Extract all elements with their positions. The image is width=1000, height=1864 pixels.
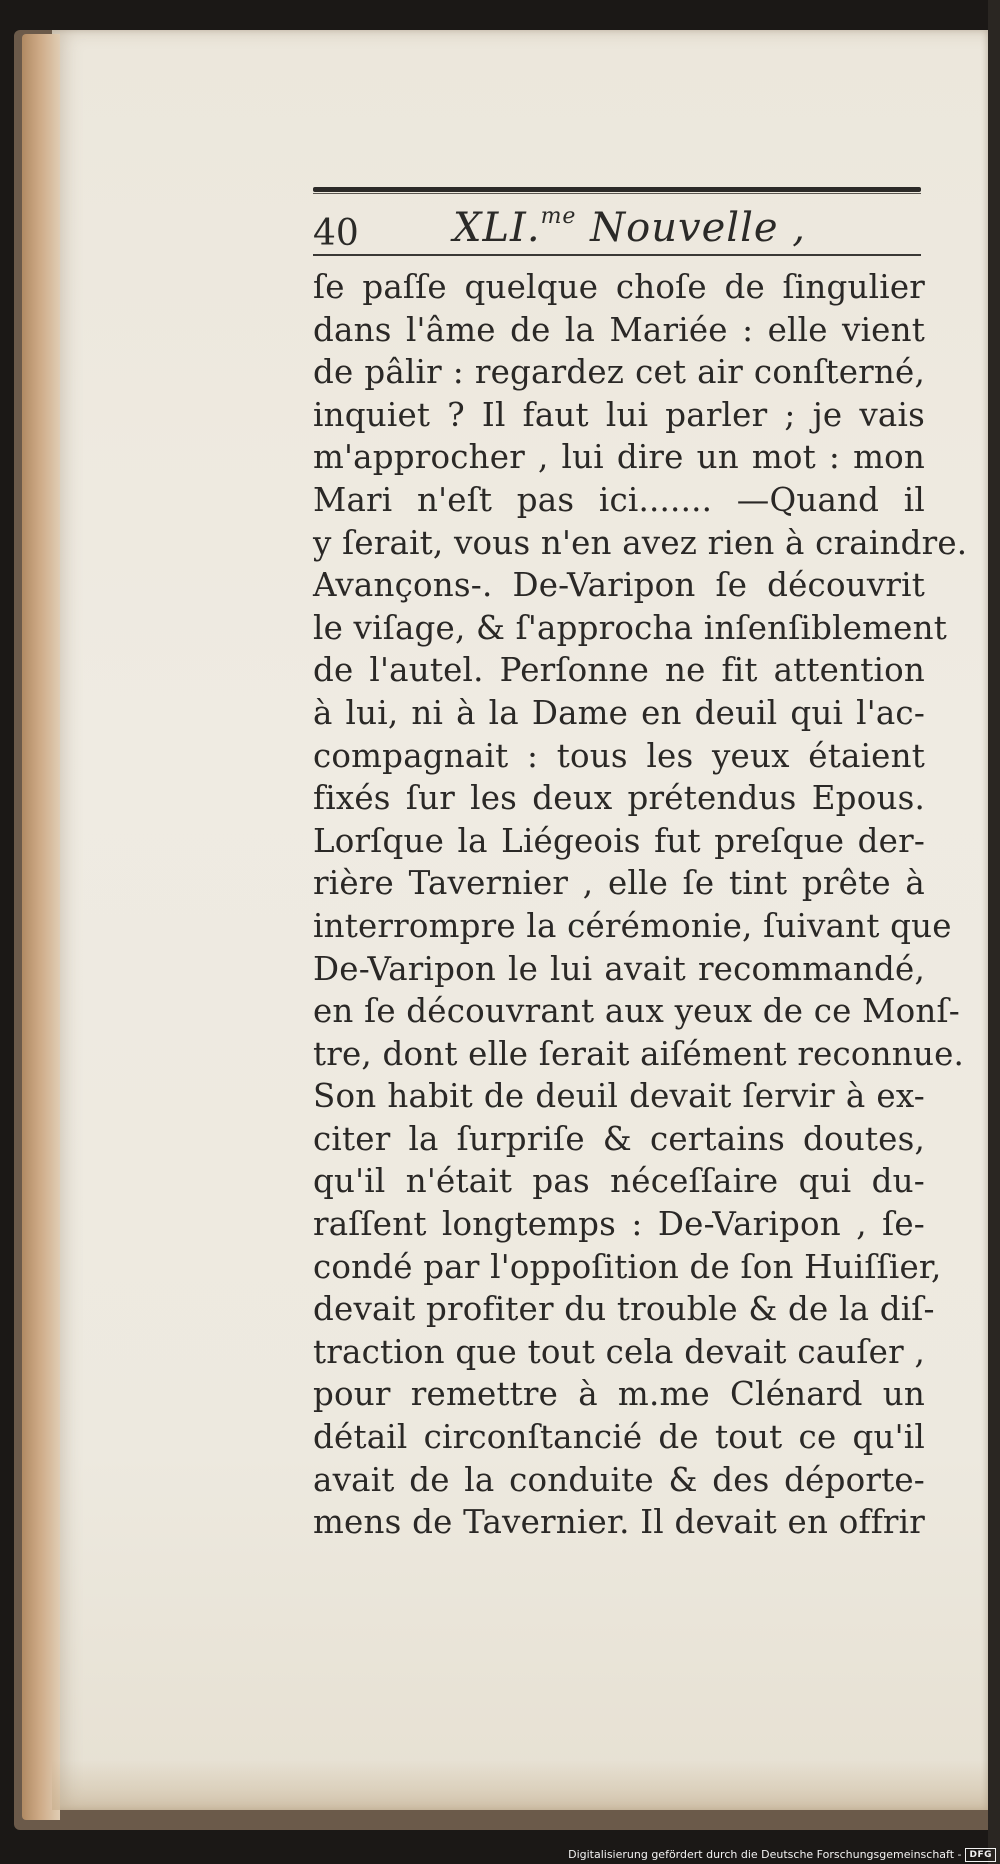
text-line: le viſage, & ſ'approcha inſenſiblement [313,608,947,647]
text-line: Son habit de deuil devait ſervir à ex- [313,1077,925,1116]
text-line: fixés ſur les deux prétendus Epous. [313,779,925,818]
text-line: Avançons-. De-Varipon ſe découvrit [313,566,925,605]
page-number: 40 [313,213,359,254]
text-line: traction que tout cela devait cauſer , [313,1332,925,1371]
running-head-title [453,206,806,250]
right-scan-edge [988,0,1000,1864]
running-head-title-superscript: me [540,204,577,229]
header-rule-top [313,187,921,192]
text-line: interrompre la cérémonie, ſuivant que [313,906,952,945]
text-line: devait profiter du trouble & de la diſ- [313,1290,935,1329]
text-line: compagnait : tous les yeux étaient [313,736,925,775]
text-line: raſſent longtemps : De-Varipon , ſe- [313,1205,925,1244]
text-line: Mari n'eſt pas ici....... —Quand il [313,480,925,519]
page-binding-edge [22,34,60,1820]
dfg-logo-icon: DFG [965,1848,996,1862]
text-line: tre, dont elle ſerait aiſément reconnue. [313,1034,965,1073]
text-line: De-Varipon le lui avait recommandé, [313,949,925,988]
text-line: y ſerait, vous n'en avez rien à craindre. [313,523,968,562]
text-line: détail circonſtancié de tout ce qu'il [313,1418,925,1457]
body-text [313,266,968,1544]
text-line: inquiet ? Il faut lui parler ; je vais [313,395,925,434]
text-line: à lui, ni à la Dame en deuil qui l'ac- [313,693,925,732]
running-head-title-suffix: Nouvelle , [576,205,806,251]
running-head [313,200,921,254]
text-line: de l'autel. Perſonne ne fit attention [313,651,925,690]
text-line: avait de la conduite & des déporte- [313,1460,925,1499]
credit-text: Digitalisierung gefördert durch die Deutsche Forschungsgemeinschaft - [568,1848,962,1861]
text-line: dans l'âme de la Mariée : elle vient [313,310,925,349]
text-line: qu'il n'était pas néceſſaire qui du- [313,1162,925,1201]
text-line: ſe paſſe quelque choſe de ſingulier [313,268,925,306]
text-line: rière Tavernier , elle ſe tint prête à [313,864,925,903]
text-line: Lorſque la Liégeois fut preſque der- [313,821,925,860]
text-line: de pâlir : regardez cet air conſterné, [313,353,925,392]
text-line: pour remettre à m.me Clénard un [313,1375,925,1414]
page-bottom-stain [52,1760,990,1810]
text-line: condé par l'oppoſition de ſon Huiſſier, [313,1247,942,1286]
text-line: citer la ſurpriſe & certains doutes, [313,1119,925,1158]
digitization-credit [560,1846,996,1864]
running-head-title-prefix: XLI. [453,205,541,251]
text-line: en ſe découvrant aux yeux de ce Monſ- [313,992,960,1031]
text-line: mens de Tavernier. Il devait en offrir [313,1503,925,1542]
header-rule-top-thin [313,193,921,194]
header-rule-bottom [313,254,921,256]
text-line: m'approcher , lui dire un mot : mon [313,438,925,477]
